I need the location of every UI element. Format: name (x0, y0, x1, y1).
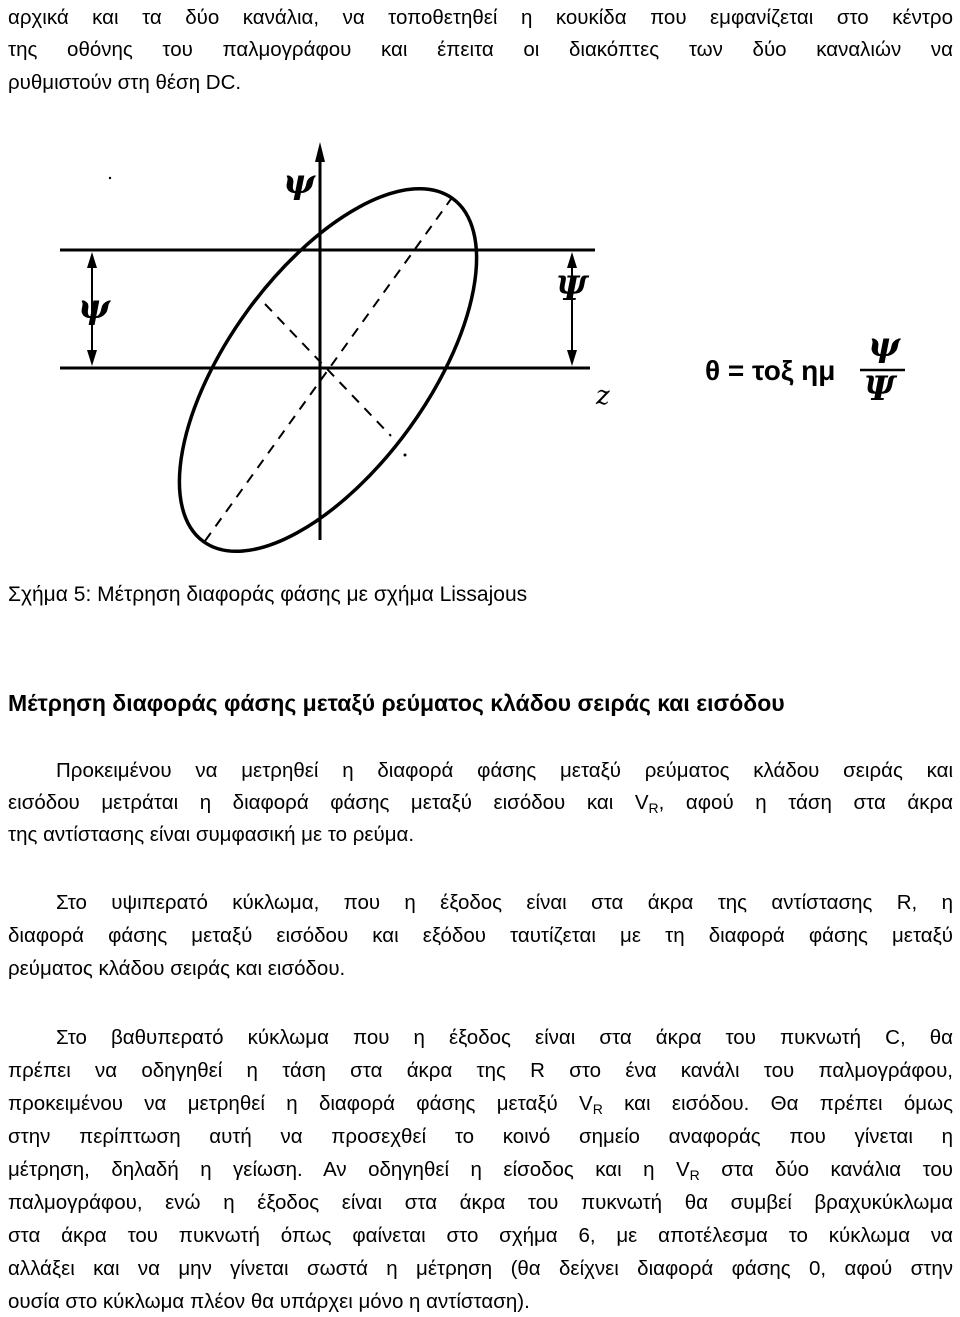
para3-line-5 (8, 1160, 953, 1182)
intro-line-2: της οθόνης του παλμογράφου και έπειτα οι διακόπτες των δύο καναλιών να (8, 38, 953, 61)
para1-line-1: Προκειμένου να μετρηθεί η διαφορά φάσης μεταξύ ρεύματος κλάδου σειράς και (56, 759, 953, 782)
psi-big-label: Ψ (556, 269, 588, 309)
right-arrow-down (567, 350, 577, 366)
subscript-r: R (648, 800, 659, 816)
formula-lhs: θ = τοξ ημ (705, 355, 836, 386)
para3-line-5-tail: στα δύο κανάλια του (699, 1158, 953, 1181)
para3-line-3-text: προκειμένου να μετρηθεί η διαφορά φάσης μεταξύ V (8, 1092, 593, 1115)
figure-caption: Σχήμα 5: Μέτρηση διαφοράς φάσης με σχήμα Lissajous (8, 583, 528, 606)
axis-arrowhead (315, 142, 325, 162)
intro-line-1: αρχικά και τα δύο κανάλια, να τοποθετηθεί η κουκίδα που εμφανίζεται στο κέντρο (8, 6, 953, 29)
speck (109, 177, 111, 179)
para1-line-2 (8, 793, 953, 815)
lissajous-ellipse (122, 140, 533, 560)
psi-axis-label: ψ (283, 162, 316, 202)
para3-line-3-tail: και εισόδου. Θα πρέπει όμως (602, 1092, 953, 1115)
intro-line-3: ρυθμιστούν στη θέση DC. (8, 71, 242, 94)
para3-line-5-text: μέτρηση, δηλαδή η γείωση. Αν οδηγηθεί η είσοδος και η V (8, 1158, 690, 1181)
para3-line-6: παλμογράφου, ενώ η έξοδος είναι στα άκρα του πυκνωτή θα συμβεί βραχυκύκλωμα (8, 1191, 953, 1214)
para3-line-7: στα άκρα του πυκνωτή όπως φαίνεται στο σχήμα 6, με αποτέλεσμα το κύκλωμα να (8, 1224, 953, 1247)
para2-line-3: ρεύματος κλάδου σειράς και εισόδου. (8, 957, 346, 980)
z-axis-label: z (596, 381, 610, 411)
section-heading: Μέτρηση διαφοράς φάσης μεταξύ ρεύματος κλάδου σειράς και εισόδου (8, 690, 785, 716)
right-arrow-up (567, 252, 577, 268)
psi-small-label: ψ (78, 287, 111, 327)
subscript-r: R (592, 1101, 603, 1117)
speck (404, 454, 407, 457)
para3-line-9: ουσία στο κύκλωμα πλέον θα υπάρχει μόνο η αντίσταση). (8, 1290, 530, 1313)
para2-line-1: Στο υψιπερατό κύκλωμα, που η έξοδος είναι στα άκρα της αντίστασης R, η (56, 891, 953, 914)
left-arrow-down (87, 350, 97, 366)
para3-line-3 (8, 1094, 953, 1116)
para3-line-8: αλλάξει και να μην γίνεται σωστά η μέτρηση (θα δείχνει διαφορά φάσης 0, αφού στην (8, 1257, 953, 1280)
subscript-r: R (689, 1167, 700, 1183)
formula-numerator: ψ (868, 325, 901, 365)
para1-line-2-tail: , αφού η τάση στα άκρα (658, 791, 953, 814)
para1-line-3: της αντίστασης είναι συμφασική με το ρεύμα. (8, 823, 415, 846)
para1-line-2-text: εισόδου μετράται η διαφορά φάσης μεταξύ εισόδου και V (8, 791, 649, 814)
para3-line-2: πρέπει να οδηγηθεί η τάση στα άκρα της R στο ένα κανάλι του παλμογράφου, (8, 1059, 953, 1082)
para2-line-2: διαφορά φάσης μεταξύ εισόδου και εξόδου ταυτίζεται με τη διαφορά φάσης μεταξύ (8, 924, 953, 947)
formula-denominator: Ψ (864, 369, 896, 409)
para3-line-1: Στο βαθυπερατό κύκλωμα που η έξοδος είναι στα άκρα του πυκνωτή C, θα (56, 1026, 953, 1049)
lissajous-figure (0, 0, 960, 560)
para3-line-4: στην περίπτωση αυτή να προσεχθεί το κοινό σημείο αναφοράς που γίνεται η (8, 1125, 953, 1148)
minor-axis-dashed (265, 304, 391, 436)
left-arrow-up (87, 252, 97, 268)
